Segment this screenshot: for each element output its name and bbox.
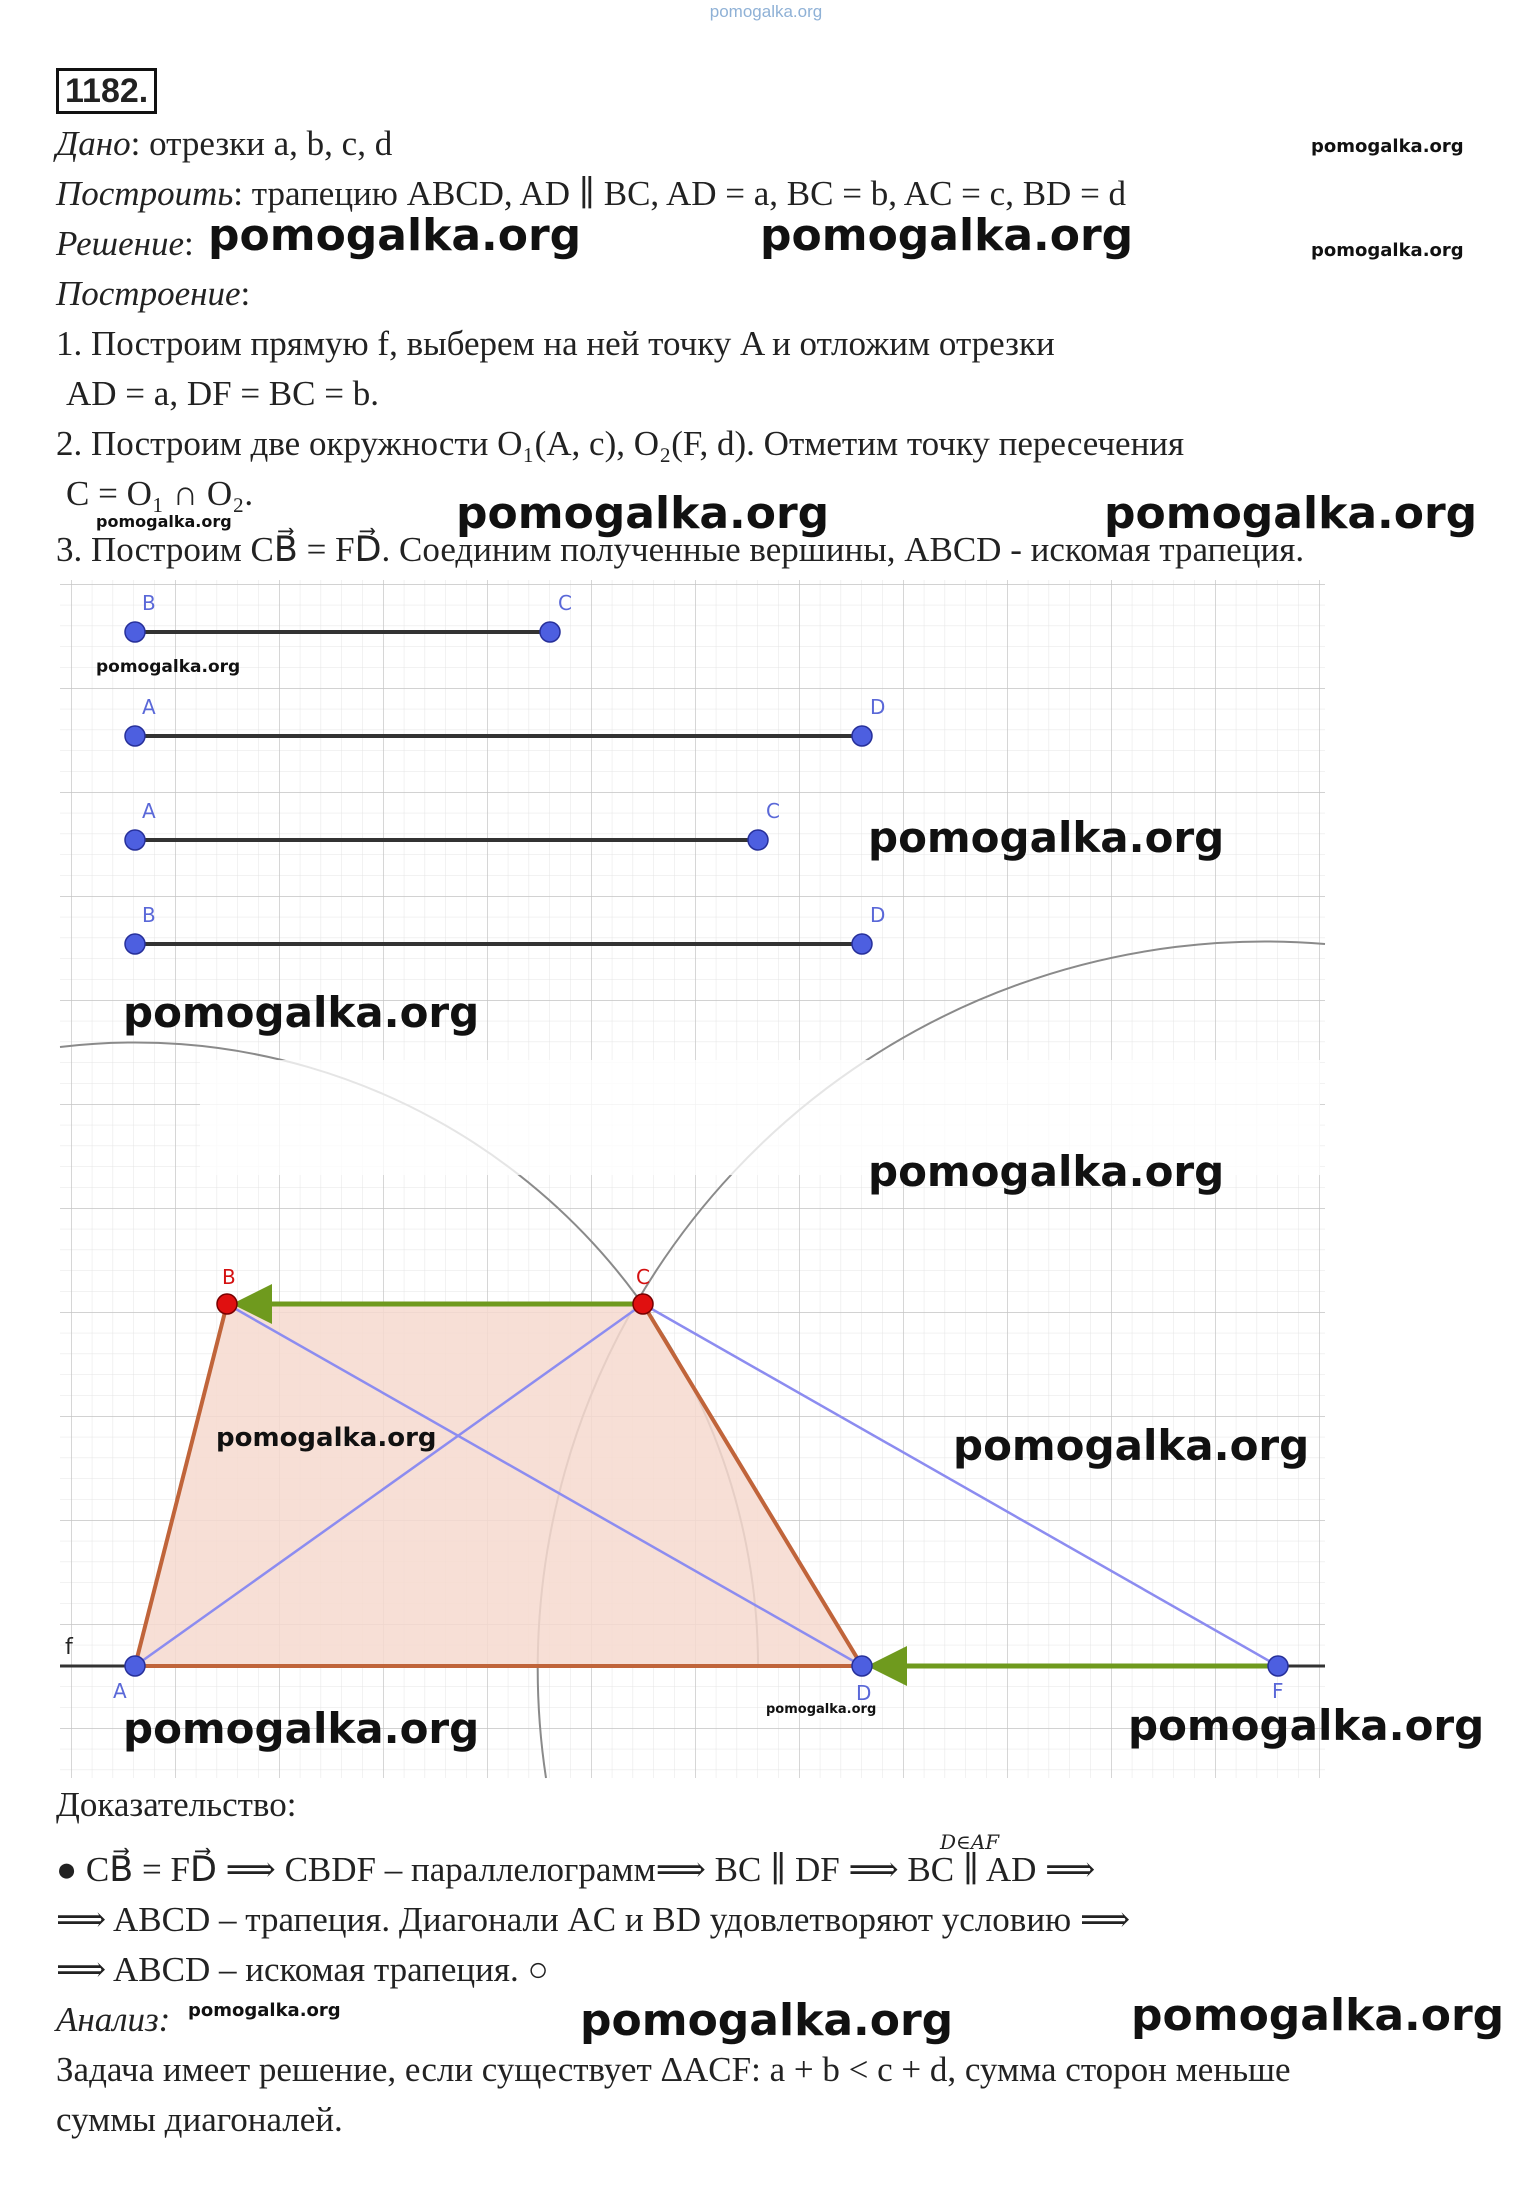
construction-label: Построение	[56, 274, 241, 313]
step2-line2: C = O₁ ∩ O₂.	[66, 474, 254, 513]
watermark: pomogalka.org	[868, 1147, 1225, 1196]
point-d-seg2[interactable]	[852, 726, 872, 746]
construct-text: : трапецию ABCD, AD ∥ BC, AD = a, BC = b, AC = c, BD = d	[233, 174, 1127, 213]
label-a: A	[142, 799, 156, 823]
label-d: D	[870, 903, 886, 927]
label-d: D	[870, 695, 886, 719]
given-label: Дано	[56, 124, 131, 163]
watermark: pomogalka.org	[96, 512, 232, 531]
solution-line	[56, 222, 194, 266]
point-c[interactable]	[633, 1294, 653, 1314]
watermark: pomogalka.org	[868, 813, 1225, 862]
step1-line1: 1. Построим прямую f, выберем на ней точку A и отложим отрезки	[56, 324, 1055, 363]
watermark: pomogalka.org	[1131, 1990, 1505, 2041]
point-a-seg3[interactable]	[125, 830, 145, 850]
analysis-line2: суммы диагоналей.	[56, 2100, 343, 2139]
watermark: pomogalka.org	[123, 1704, 480, 1753]
point-b-seg1[interactable]	[125, 622, 145, 642]
watermark: pomogalka.org	[580, 1995, 954, 2046]
problem-number: 1182.	[56, 68, 157, 114]
construction-line	[56, 272, 250, 316]
label-c: C	[766, 799, 780, 823]
point-b[interactable]	[217, 1294, 237, 1314]
label-b: B	[222, 1265, 236, 1289]
step2-line1: 2. Построим две окружности O₁(A, c), O₂(F, d). Отметим точку пересечения	[56, 424, 1185, 463]
given-text: : отрезки a, b, c, d	[130, 124, 393, 163]
given-line	[56, 122, 392, 166]
watermark: pomogalka.org	[123, 988, 480, 1037]
point-b-seg4[interactable]	[125, 934, 145, 954]
proof-line1: ● CB⃗ = FD⃗ ⟹ CBDF – параллелограмм⟹ BC ∥ DF ⟹ BC ∥ AD ⟹	[56, 1850, 1096, 1889]
point-a-seg2[interactable]	[125, 726, 145, 746]
watermark: pomogalka.org	[96, 657, 241, 677]
watermark: pomogalka.org	[953, 1421, 1310, 1470]
solution-label: Решение	[56, 224, 185, 263]
label-a: A	[113, 1679, 127, 1703]
analysis-label: Анализ:	[56, 2000, 171, 2039]
point-c-seg1[interactable]	[540, 622, 560, 642]
watermark: pomogalka.org	[216, 1423, 437, 1453]
watermark: pomogalka.org	[1311, 136, 1464, 157]
site-header[interactable]: pomogalka.org	[709, 2, 823, 21]
watermark: pomogalka.org	[208, 210, 582, 261]
label-b: B	[142, 591, 156, 615]
point-f[interactable]	[1268, 1656, 1288, 1676]
label-d: D	[856, 1681, 872, 1705]
construct-label: Построить	[56, 174, 234, 213]
label-line-f: f	[65, 1635, 73, 1660]
step3-line: 3. Построим CB⃗ = FD⃗. Соединим полученные вершины, ABCD - искомая трапеция.	[56, 530, 1305, 569]
point-d-seg4[interactable]	[852, 934, 872, 954]
label-c: C	[558, 591, 572, 615]
construction-colon: :	[240, 274, 251, 313]
solution-colon: :	[184, 224, 194, 263]
watermark: pomogalka.org	[760, 210, 1134, 261]
watermark: pomogalka.org	[456, 488, 830, 539]
watermark: pomogalka.org	[1311, 240, 1464, 261]
watermark: pomogalka.org	[188, 2000, 341, 2021]
point-c-seg3[interactable]	[748, 830, 768, 850]
step1-line2: AD = a, DF = BC = b.	[66, 374, 379, 413]
proof-label: Доказательство:	[56, 1785, 297, 1824]
proof-condition: D∈AF	[940, 1830, 1000, 1854]
analysis-line1: Задача имеет решение, если существует ΔACF: a + b < c + d, сумма сторон меньше	[56, 2050, 1291, 2089]
label-f-point: F	[1272, 1679, 1284, 1703]
construction-figure	[60, 580, 1485, 1780]
label-b: B	[142, 903, 156, 927]
label-a: A	[142, 695, 156, 719]
point-d[interactable]	[852, 1656, 872, 1676]
watermark: pomogalka.org	[766, 1702, 877, 1717]
watermark: pomogalka.org	[1104, 488, 1478, 539]
watermark: pomogalka.org	[1128, 1701, 1485, 1750]
proof-line2: ⟹ ABCD – трапеция. Диагонали AC и BD удовлетворяют условию ⟹	[56, 1900, 1131, 1939]
label-c: C	[636, 1265, 650, 1289]
proof-line3: ⟹ ABCD – искомая трапеция. ○	[56, 1950, 549, 1989]
point-a[interactable]	[125, 1656, 145, 1676]
